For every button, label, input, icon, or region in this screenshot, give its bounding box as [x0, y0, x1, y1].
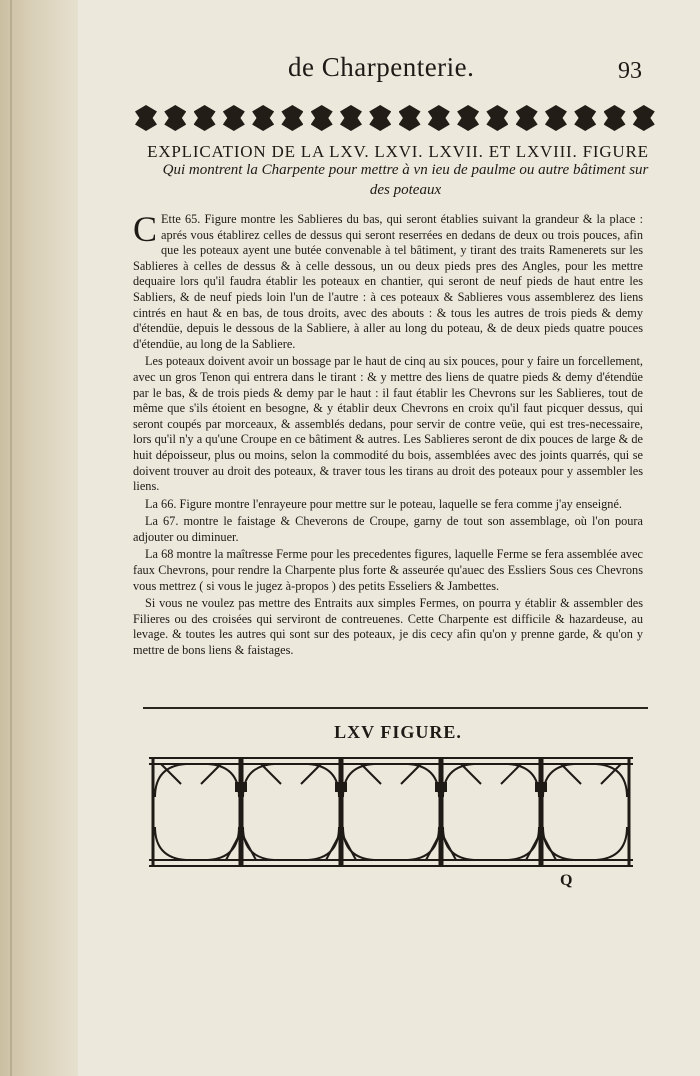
ornament-glyph: [633, 105, 655, 131]
ornament-glyph: [164, 105, 186, 131]
ornament-glyph: [369, 105, 391, 131]
ornament-glyph: [194, 105, 216, 131]
body-text: [133, 209, 643, 661]
paragraph-text: Ette 65. Figure montre les Sablieres du bas, qui seront établies suivant la grandeur & la place : aprés vous établirez celles de dessus qui seront reserrées en dedans de deux ou trois pouces, afin que les poteaux ayent une butée convenable à tel bâtiment, y tirant des traits Ramenerets sur les Sablieres à celles de dessus & à celle dessous, un ou deux pieds pres des Angles, pour les mettre dequaire lors qu'il faudra établir les poteaux en chantier, qui seront de neuf pieds de haut entre les Sabliers, & de neuf pieds loin l'un de l'autre : à ces poteaux & Sablieres vous assemblerez des liens cintrés en haut & en bas, de tous droits, avec des abouts : & tous les autres de trois pieds & demy d'étendüe, depuis le dessous de la Sabliere, à aller au long du poteau, & de deux pieds quatre pouces d'étendüe, au long de la Sabliere.: [133, 212, 643, 351]
ornament-glyph: [516, 105, 538, 131]
paragraph: La 66. Figure montre l'enrayeure pour mettre sur le poteau, laquelle se fera comme j'ay enseigné.: [145, 496, 622, 511]
ornament-glyph: [311, 105, 333, 131]
ornament-glyph: [604, 105, 626, 131]
ornament-glyph: [457, 105, 479, 131]
binding-gutter: [0, 0, 78, 1076]
ornament-glyph: [486, 105, 508, 131]
section-subheading: Qui montrent la Charpente pour mettre à vn ieu de paulme ou autre bâtiment sur des poteaux: [162, 162, 649, 198]
ornament-glyph: [399, 105, 421, 131]
paragraph: Si vous ne voulez pas mettre des Entraits aux simples Fermes, on pourra y établir & assembler des Filieres ou des croisées qui serviront de contreuenes. Cette Charpente est difficile & hazardeuse, au levage. & toutes les autres qui sont sur des poteaux, je dis cecy afin qu'on y prenne garde, & qu'on y mettre de bons liens & faistages.: [133, 596, 643, 658]
figure-reference-letter: Q: [560, 872, 573, 889]
paragraph: La 68 montre la maîtresse Ferme pour les precedentes figures, laquelle Ferme se fera assemblée avec faux Chevrons, pour rendre la Charpente plus forte & asseurée qu'auec des Essliers Sous ces Chevrons vous mettrez ( si vous le jugez à-propos ) des petits Esseliers & Jambettes.: [133, 547, 643, 593]
ornament-glyph: [340, 105, 362, 131]
book-page: [78, 0, 700, 1076]
ornamental-band: [135, 103, 655, 133]
ornament-glyph: [428, 105, 450, 131]
section-heading: EXPLICATION DE LA LXV. LXVI. LXVII. ET LXVIII. FIGURE: [147, 142, 649, 161]
paragraph: La 67. montre le faistage & Cheverons de Croupe, garny de tout son assemblage, où l'on poura adjouter ou diminuer.: [133, 514, 643, 544]
timber-frame-engraving: [141, 752, 641, 872]
page-number: 93: [618, 58, 642, 84]
ornament-glyph: [281, 105, 303, 131]
ornament-glyph: [223, 105, 245, 131]
paragraph: [133, 209, 643, 352]
ornament-glyph: [252, 105, 274, 131]
ornament-glyph: [574, 105, 596, 131]
ornament-glyph: [545, 105, 567, 131]
paragraph: Les poteaux doivent avoir un bossage par le haut de cinq au six pouces, pour y faire un forcellement, avec un gros Tenon qui entrera dans le tirant : & y mettre des liens de quatre pieds & demy d'étendüe par le bas, & de trois pieds & demy par le haut : il faut établir les Chevrons sur les Sablieres, tout de même que s'ils étoient en besogne, & y établir deux Chevrons en croix qu'il faut picquer dessus, qui seront coupés par morceaux, & assemblés dedans, pour servir de contre veüe, qui est tres-necessaire, lors qu'il n'y a qu'une Croupe en ce bâtiment & autres. Les Sablieres seront de dix pouces de large & de huit dépoisseur, plus ou moins, selon la commodité du bois, assemblées avec des joints quarrés, qui se doivent trouver au droit des poteaux, & traver tous les tirans au droit des poteaux pour y assembler les liens.: [133, 354, 643, 494]
running-head: de Charpenterie.: [288, 52, 475, 82]
ornament-glyph: [135, 105, 157, 131]
drop-cap: C: [133, 209, 158, 249]
section-rule: [143, 707, 648, 709]
figure-title: LXV FIGURE.: [334, 722, 462, 742]
